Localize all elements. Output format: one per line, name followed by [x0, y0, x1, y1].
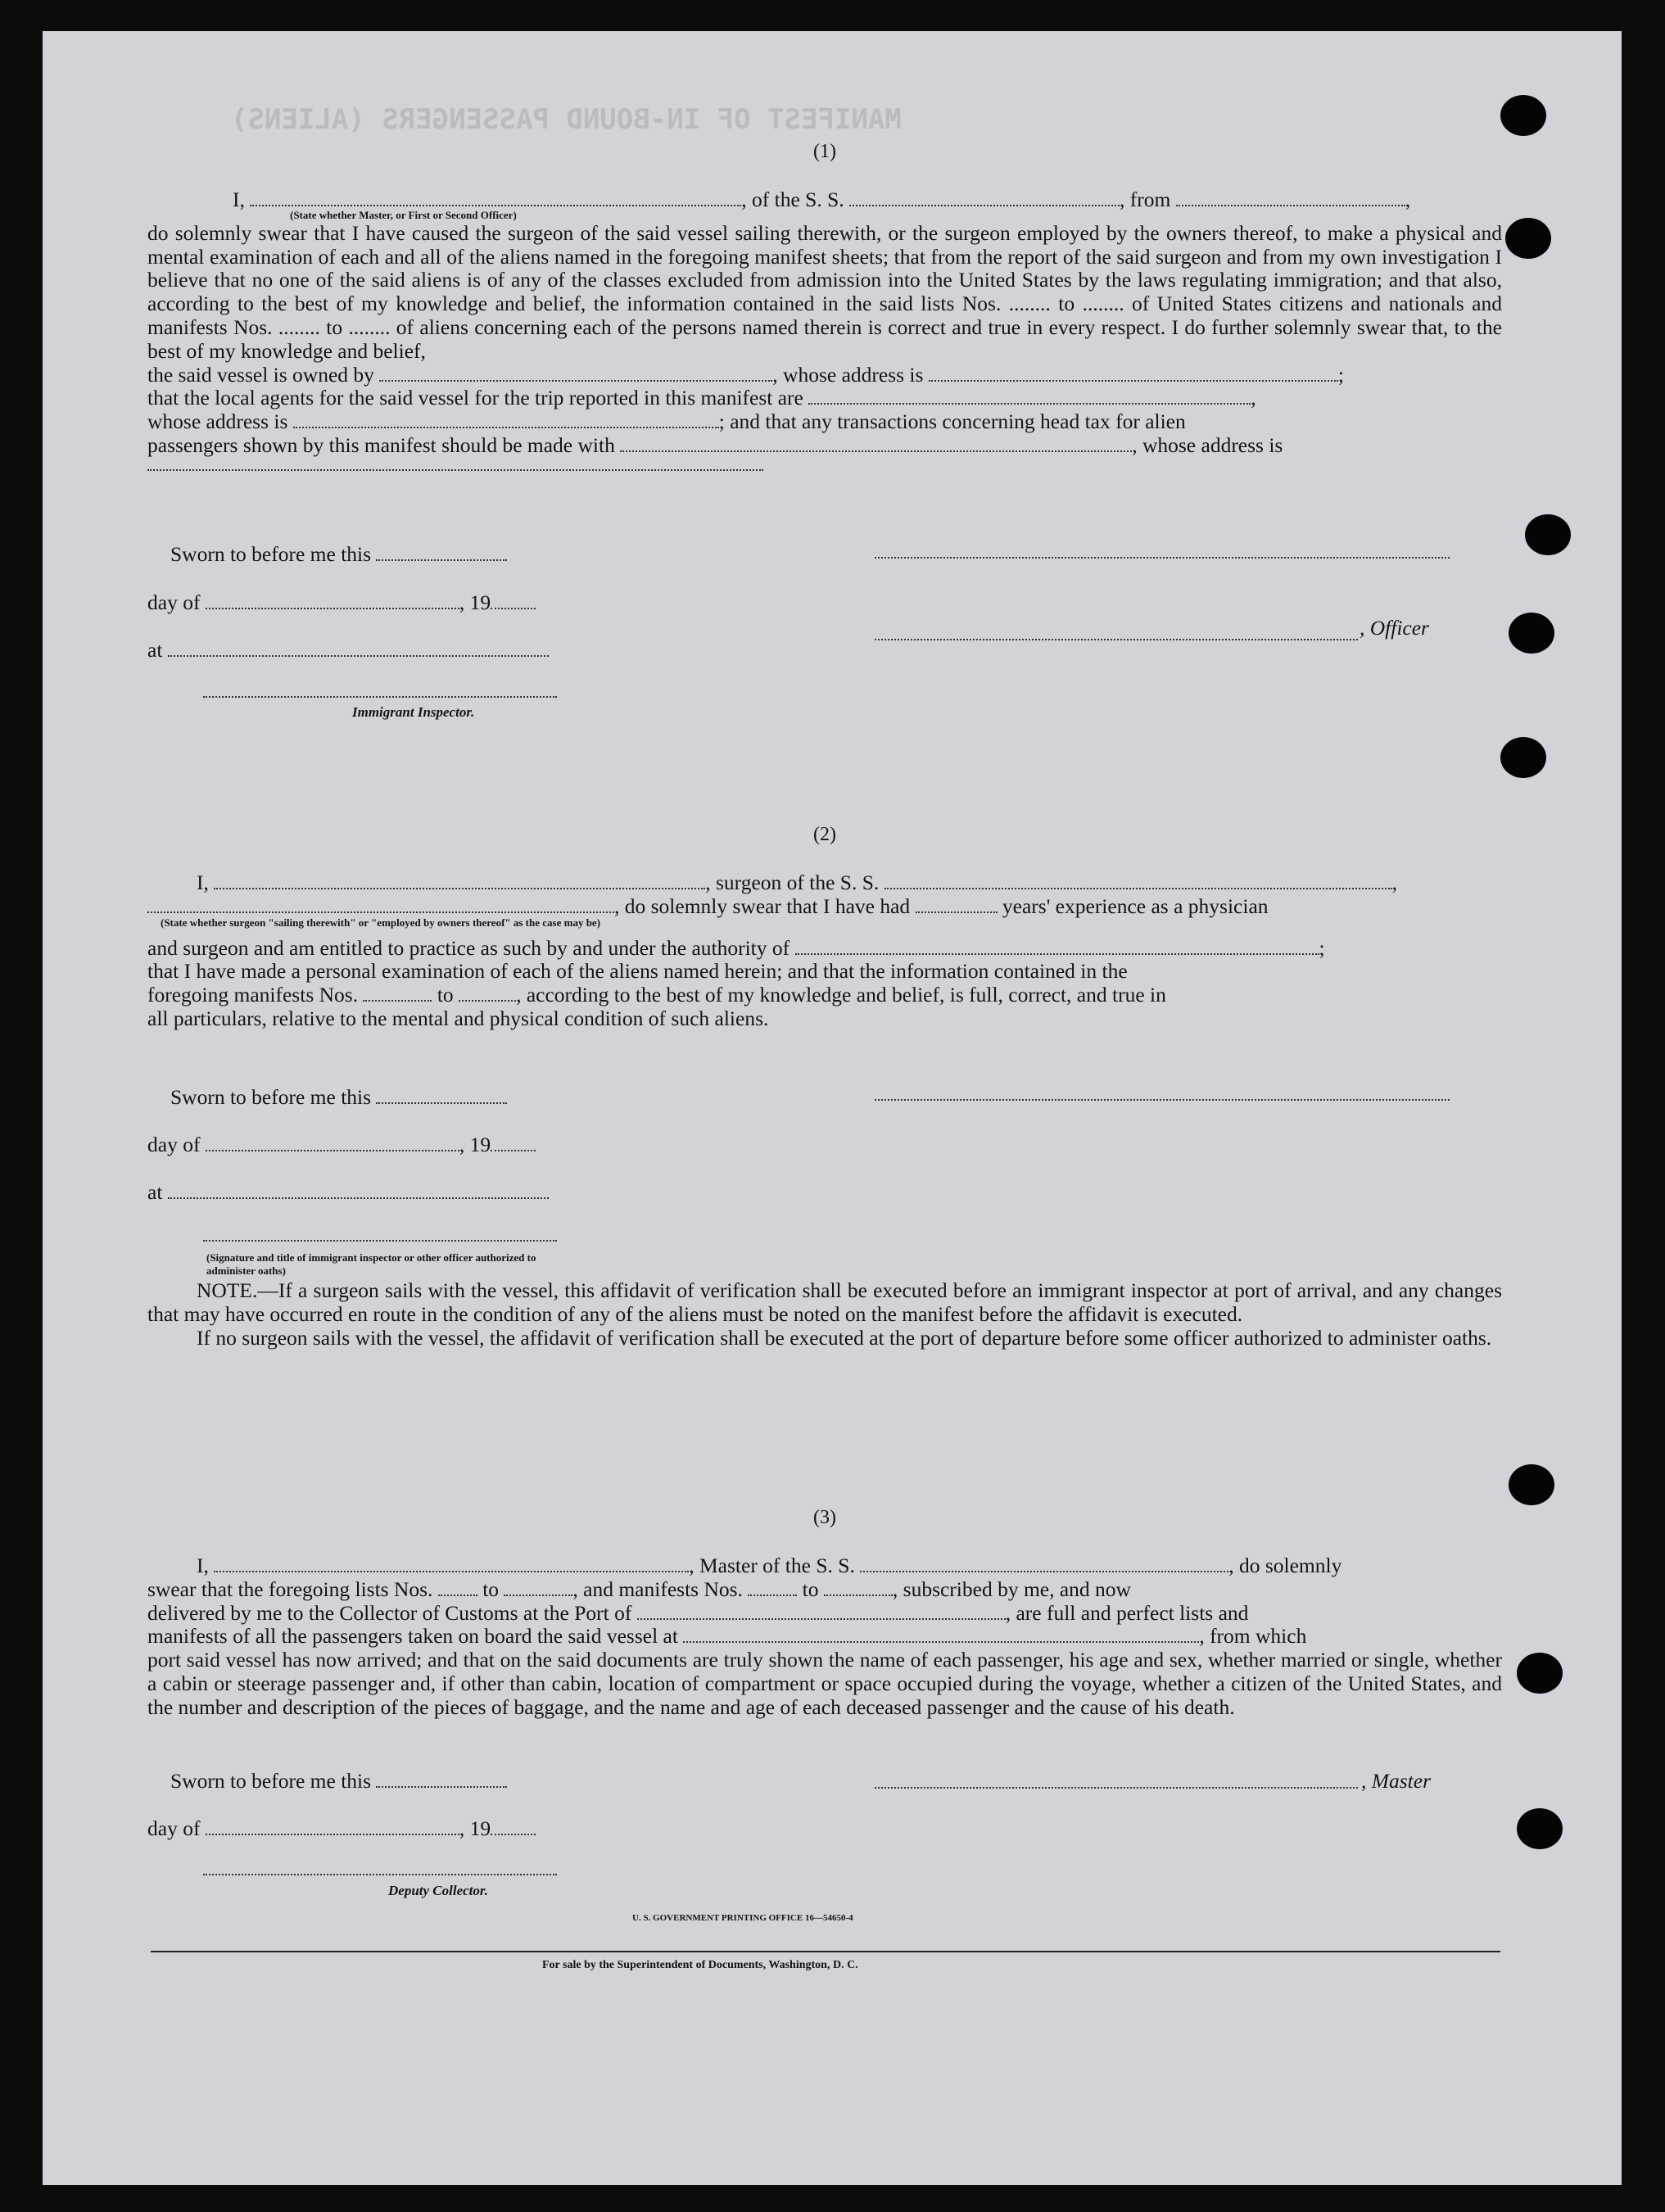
document-page: MANIFEST OF IN-BOUND PASSENGERS (ALIENS) (1) I, , of the S. S. , from , (State whether Master, or First or Second Officer) do solemnly swear that I have caused the surgeon of the said vessel sailing therewith, or the surgeon employed by the owners thereof, to make a physical and mental examination of each and all of the aliens named in the foregoing manifest sheets; that from the report of the said surgeon and from my own investigation I believe that no one of the said aliens is of any of the classes excluded from admission into the United States by the laws regulating immigration; and that also, according to the best of my knowledge and belief, the information contained in the said lists Nos. ........ to ........ of United States citizens and nationals and manifests Nos. ........ to ........ of aliens concerning each of the persons named therein is correct and true in every respect. I do further solemnly swear that, to the best of my knowledge and belief, the said vessel is owned by , whose address is ; that the local agents for the said vessel for the trip reported in this manifest are , whose address is ; and that any transactions concerning head tax for alien passengers shown by this manifest should be made with , whose address is Sworn to before me this day of , 19 at Immigrant Inspector. , Officer (2) I, , surgeon of the S. S. , , do solemnly swear that I have had years' experience as a physician (State whether surgeon "sailing therewith" or "employed by owners thereof" as the case may be) and surgeon and am entitled to practice as such by and under the authority of ; that I have made a personal examination of each of the aliens named herein; and that the information contained in the foregoing manifests Nos. to , according to the best of my knowledge and belief, is full, correct, and true in all particulars, relative to the mental and physical condition of such aliens. Sworn to before me this day of , 19 at (Signature and title of immigrant inspector or other officer authorized to administer oaths) NOTE.—If a surgeon sails with the vessel, this affidavit of verification shall be executed before an immigrant inspector at port of arrival, and any changes that may have occurred en route in the condition of any of the aliens must be noted on the manifest before the affidavit is executed. If no surgeon sails with the vessel, the affidavit of verification shall be executed at the port of departure before some officer authorized to administer oaths. (3) I, , Master of the S. S. , do solemnly swear that the foregoing lists Nos. to , and manifests Nos. to , subscribed by me, and now delivered by me to the Collector of Customs at the Port of , are full and perfect lists and manifests of all the passengers taken on board the said vessel at , from which port said vessel has now arrived; and that on the said documents are truly shown the name of each passenger, his age and sex, whether married or single, whether a cabin or steerage passenger and, if other than cabin, location of compartment or space occupied during the voyage, whether a citizen of the United States, and the number and description of the pieces of baggage, and the name and age of each deceased passenger and the cause of his death. Sworn to before me this day of , 19 , Master Deputy Collector. U. S. GOVERNMENT PRINTING OFFICE 16—54650-4 For sale by the Superintendent of Documents, Washington, D. C.: [43, 31, 1622, 2185]
sworn-label: Sworn to before me this: [170, 542, 372, 566]
at-label: at: [147, 1180, 163, 1204]
section-1-body: do solemnly swear that I have caused the surgeon of the said vessel sailing therewith, or the surgeon employed by the owners thereof, to make a physical and mental examination of each and all of the aliens named in the foregoing manifest sheets; that from the report of the said surgeon and from my own investigation I believe that no one of the said aliens is of any of the classes excluded from admission into the United States by the laws regulating immigration; and that also, according to the best of my knowledge and belief, the information contained in the said lists Nos. ........ to ........ of United States citizens and nationals and manifests Nos. ........ to ........ of aliens concerning each of the persons named therein is correct and true in every respect. I do further solemnly swear that, to the best of my knowledge and belief,: [147, 220, 1502, 363]
day-of-label: day of: [147, 1816, 201, 1840]
punch-hole: [1525, 514, 1571, 555]
punch-hole: [1517, 1653, 1563, 1694]
inspector-signature-line: [203, 696, 557, 698]
deputy-collector-caption: Deputy Collector.: [388, 1883, 488, 1898]
punch-hole: [1505, 218, 1551, 259]
sworn-label: Sworn to before me this: [170, 1085, 372, 1109]
for-sale-footer: For sale by the Superintendent of Documents, Washington, D. C.: [542, 1959, 858, 1971]
surgeon-signature-line: [875, 1099, 1450, 1101]
officer-oaths-caption: (Signature and title of immigrant inspector or other officer authorized to administer oaths): [206, 1251, 536, 1277]
printing-office-imprint: U. S. GOVERNMENT PRINTING OFFICE 16—54650-4: [632, 1913, 853, 1923]
section-1-number: (1): [813, 141, 836, 162]
section-2-affidavit: I, , surgeon of the S. S. , , do solemnly swear that I have had years' experience as a physician (State whether surgeon "sailing therewith" or "employed by owners thereof" as the case may be) and surgeon and am entitled to practice as such by and under the authority of ; that I have made a personal examination of each of the aliens named herein; and that the information contained in the foregoing manifests Nos. to , according to the best of my knowledge and belief, is full, correct, and true in all particulars, relative to the mental and physical condition of such aliens.: [147, 871, 1502, 1031]
note-block: [147, 1279, 1502, 1350]
master-officer-caption: (State whether Master, or First or Second Officer): [290, 208, 517, 221]
sworn-label: Sworn to before me this: [170, 1769, 372, 1793]
section-3-number: (3): [813, 1507, 836, 1528]
bleed-through-ghost: MANIFEST OF IN-BOUND PASSENGERS (ALIENS): [231, 103, 902, 136]
punch-hole: [1500, 95, 1546, 136]
note-paragraph-1: NOTE.—If a surgeon sails with the vessel, this affidavit of verification shall be executed before an immigrant inspector at port of arrival, and any changes that may have occurred en route in the condition of any of the aliens must be noted on the manifest before the affidavit is executed.: [147, 1278, 1502, 1326]
officer-title-line: [875, 639, 1358, 640]
punch-hole: [1509, 613, 1554, 654]
section-1-affidavit: I, , of the S. S. , from , (State whether Master, or First or Second Officer) do solemnly swear that I have caused the surgeon of the said vessel sailing therewith, or the surgeon employed by the owners thereof, to make a physical and mental examination of each and all of the aliens named in the foregoing manifest sheets; that from the report of the said surgeon and from my own investigation I believe that no one of the said aliens is of any of the classes excluded from admission into the United States by the laws regulating immigration; and that also, according to the best of my knowledge and belief, the information contained in the said lists Nos. ........ to ........ of United States citizens and nationals and manifests Nos. ........ to ........ of aliens concerning each of the persons named therein is correct and true in every respect. I do further solemnly swear that, to the best of my knowledge and belief, the said vessel is owned by , whose address is ; that the local agents for the said vessel for the trip reported in this manifest are , whose address is ; and that any transactions concerning head tax for alien passengers shown by this manifest should be made with , whose address is: [147, 188, 1502, 471]
signature-line: [203, 1240, 557, 1242]
officer-label: , Officer: [1360, 616, 1429, 640]
section-2-number: (2): [813, 824, 836, 845]
master-signature-line: [875, 1787, 1358, 1789]
at-label: at: [147, 638, 163, 662]
collector-signature-line: [203, 1874, 557, 1875]
officer-signature-line: [875, 557, 1450, 559]
punch-hole: [1517, 1808, 1563, 1849]
footer-rule: [151, 1951, 1500, 1952]
punch-hole: [1509, 1464, 1554, 1505]
surgeon-caption: (State whether surgeon "sailing therewith" or "employed by owners thereof" as the case may be): [161, 916, 601, 929]
master-label: , Master: [1361, 1769, 1431, 1793]
immigrant-inspector-caption: Immigrant Inspector.: [352, 704, 475, 720]
punch-hole: [1500, 737, 1546, 778]
day-of-label: day of: [147, 1133, 201, 1156]
note-paragraph-2: If no surgeon sails with the vessel, the affidavit of verification shall be executed at the port of departure before some officer authorized to administer oaths.: [197, 1325, 1492, 1350]
section-3-affidavit: I, , Master of the S. S. , do solemnly swear that the foregoing lists Nos. to , and manifests Nos. to , subscribed by me, and now delivered by me to the Collector of Customs at the Port of , are full and perfect lists and manifests of all the passengers taken on board the said vessel at , from which port said vessel has now arrived; and that on the said documents are truly shown the name of each passenger, his age and sex, whether married or single, whether a cabin or steerage passenger and, if other than cabin, location of compartment or space occupied during the voyage, whether a citizen of the United States, and the number and description of the pieces of baggage, and the name and age of each deceased passenger and the cause of his death.: [147, 1554, 1502, 1719]
day-of-label: day of: [147, 590, 201, 614]
